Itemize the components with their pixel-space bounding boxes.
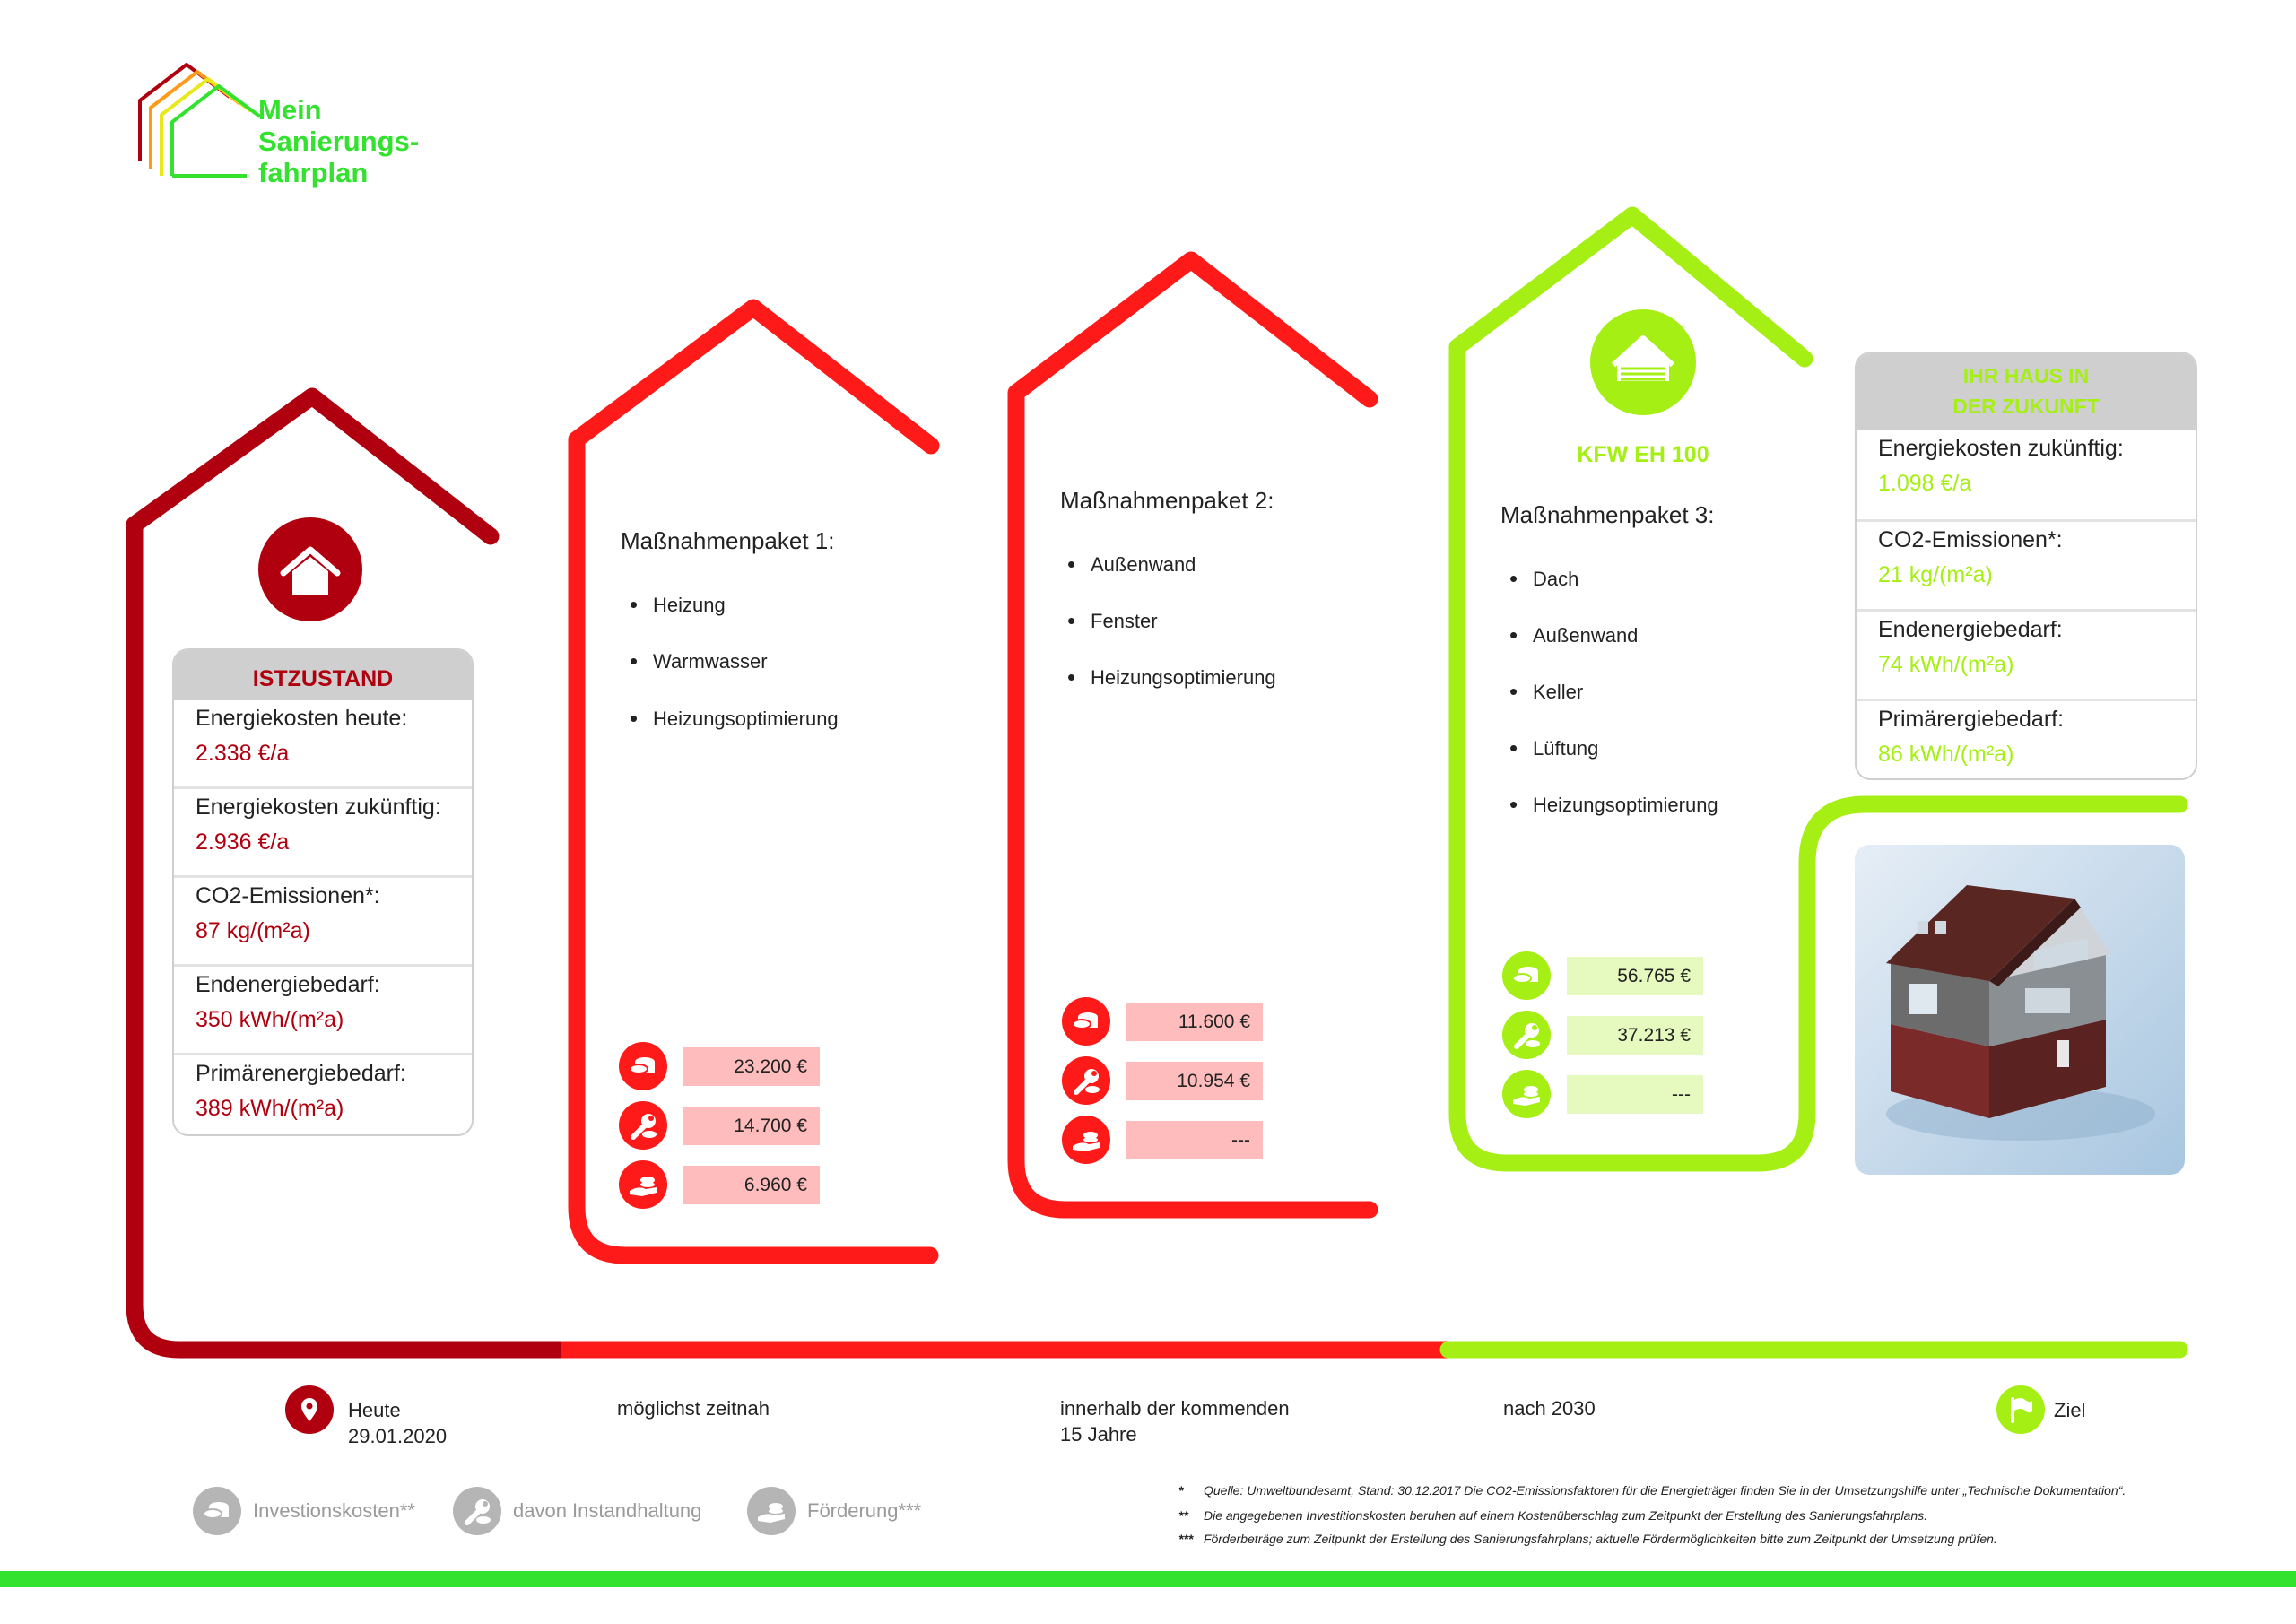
row-label: Energiekosten zukünftig: [1878,436,2124,461]
package-1-item: • Heizung [653,594,726,617]
package-1-item: • Heizungsoptimierung [653,708,839,731]
package-3-investment-value: 56.765 € [1567,957,1703,995]
package-1-title: Maßnahmenpaket 1: [621,527,835,554]
package-1-investment-value: 23.200 € [683,1047,820,1086]
package-2-title: Maßnahmenpaket 2: [1060,487,1274,514]
logo-line-3: fahrplan [258,157,369,188]
investment-icon [1062,997,1110,1046]
istzustand-row [174,700,472,786]
timeline-start [348,1397,447,1449]
future-row [1857,699,2196,780]
timeline-step-3: nach 2030 [1503,1397,1596,1420]
package-3-subsidy-value: --- [1567,1075,1703,1114]
package-3-badge-label: KFW EH 100 [1577,442,1709,467]
package-2-maintenance-value: 10.954 € [1126,1062,1263,1100]
package-3-maintenance-value: 37.213 € [1567,1016,1703,1055]
legend-investment: Investionskosten** [253,1499,415,1522]
footnote-text: Förderbeträge zum Zeitpunkt der Erstellung des Sanierungsfahrplans; aktuelle Fördermöglichkeiten bitte zum Zeitpunkt der Umsetzung prüfen. [1204,1532,1997,1546]
row-value: 74 kWh/(m²a) [1878,652,2014,677]
istzustand-title: ISTZUSTAND [174,650,472,700]
investment-icon [619,1042,667,1090]
investment-icon [193,1487,241,1535]
row-label: Endenergiebedarf: [196,972,380,997]
footnote-mark: *** [1178,1532,1194,1546]
row-value: 389 kWh/(m²a) [196,1096,344,1121]
row-label: Primärenergiebedarf: [196,1061,406,1086]
row-label: Endenergiebedarf: [1878,617,2063,642]
stacked-houses-logo-icon [140,65,260,176]
footnote-text: Die angegebenen Investitionskosten beruhen auf einem Kostenüberschlag zum Zeitpunkt der Erstellung des Sanierungsfahrplans. [1204,1508,1928,1523]
footnote-mark: * [1178,1483,1184,1498]
future-row [1857,609,2196,699]
package-2-item: • Fenster [1091,610,1158,633]
footnote-text: Quelle: Umweltbundesamt, Stand: 30.12.2017 Die CO2-Emissionsfaktoren für die Energieträger finden Sie in der Umsetzungshilfe unter „Technische Dokumentation“. [1204,1483,2126,1498]
investment-icon [1502,951,1551,1000]
istzustand-row [174,875,472,964]
istzustand-row [174,786,472,875]
footnote [1178,1508,2282,1523]
row-value: 21 kg/(m²a) [1878,562,1993,587]
maintenance-icon [1502,1011,1551,1059]
row-label: Primärergiebedarf: [1878,707,2065,732]
footnote [1178,1532,2282,1546]
row-value: 87 kg/(m²a) [196,918,310,943]
row-value: 350 kWh/(m²a) [196,1007,344,1032]
package-1-item: • Warmwasser [653,650,768,673]
package-3-item: • Keller [1533,681,1583,704]
row-label: Energiekosten heute: [196,706,408,731]
istzustand-row [174,1053,472,1136]
renovated-house-image [1855,845,2185,1175]
subsidy-icon [619,1160,667,1209]
row-value: 2.338 €/a [196,741,290,766]
row-value: 1.098 €/a [1878,471,1972,496]
subsidy-icon [1502,1070,1551,1118]
package-2-investment-value: 11.600 € [1126,1003,1263,1041]
legend-subsidy: Förderung*** [807,1499,922,1522]
logo-line-1: Mein [258,94,322,126]
timeline-step-2-line-1: innerhalb der kommenden [1060,1397,1290,1420]
maintenance-icon [1062,1056,1110,1105]
subsidy-icon [1062,1116,1110,1164]
row-label: Energiekosten zukünftig: [196,795,441,820]
future-title-line-1: IHR HAUS IN [1962,364,2090,387]
package-2-subsidy-value: --- [1126,1121,1263,1159]
package-3-item: • Dach [1533,568,1578,591]
timeline-step-2 [1060,1395,1290,1447]
package-1-maintenance-value: 14.700 € [683,1107,820,1145]
row-value: 86 kWh/(m²a) [1878,742,2014,767]
row-value: 2.936 €/a [196,829,290,855]
package-3-item: • Heizungsoptimierung [1533,794,1718,817]
subsidy-icon [747,1487,796,1535]
future-card [1855,352,2197,780]
maintenance-icon [619,1101,667,1150]
future-title [1857,353,2196,430]
istzustand-card [172,648,474,1136]
timeline-start-date: 29.01.2020 [348,1425,448,1447]
legend-maintenance: davon Instandhaltung [513,1499,702,1522]
timeline-step-2-line-2: 15 Jahre [1060,1423,1137,1446]
package-1-subsidy-value: 6.960 € [683,1166,820,1204]
future-row [1857,519,2196,609]
package-2-item: • Heizungsoptimierung [1091,666,1276,690]
package-3-item: • Außenwand [1533,624,1638,647]
timeline-start-label: Heute [348,1399,401,1421]
istzustand-row [174,964,472,1053]
flag-icon [1996,1385,2045,1434]
istzustand-house-outline [135,396,491,536]
row-label: CO2-Emissionen*: [196,883,380,908]
package-3-badge-icon [1590,309,1696,415]
maintenance-icon [453,1487,501,1535]
timeline-step-1: möglichst zeitnah [617,1397,770,1420]
logo-line-2: Sanierungs- [258,126,420,157]
footnote [1178,1483,2282,1498]
map-pin-icon [285,1385,334,1434]
future-row [1857,430,2196,519]
package-3-title: Maßnahmenpaket 3: [1500,501,1715,528]
row-label: CO2-Emissionen*: [1878,527,2063,552]
logo-text [258,94,419,188]
future-title-line-2: DER ZUKUNFT [1952,395,2100,418]
package-2-item: • Außenwand [1091,553,1196,577]
package-3-item: • Lüftung [1533,737,1598,760]
footnote-mark: ** [1178,1508,1188,1523]
footer-green-bar [0,1571,2296,1587]
timeline-end-label: Ziel [2054,1399,2086,1421]
house-icon [258,517,362,621]
